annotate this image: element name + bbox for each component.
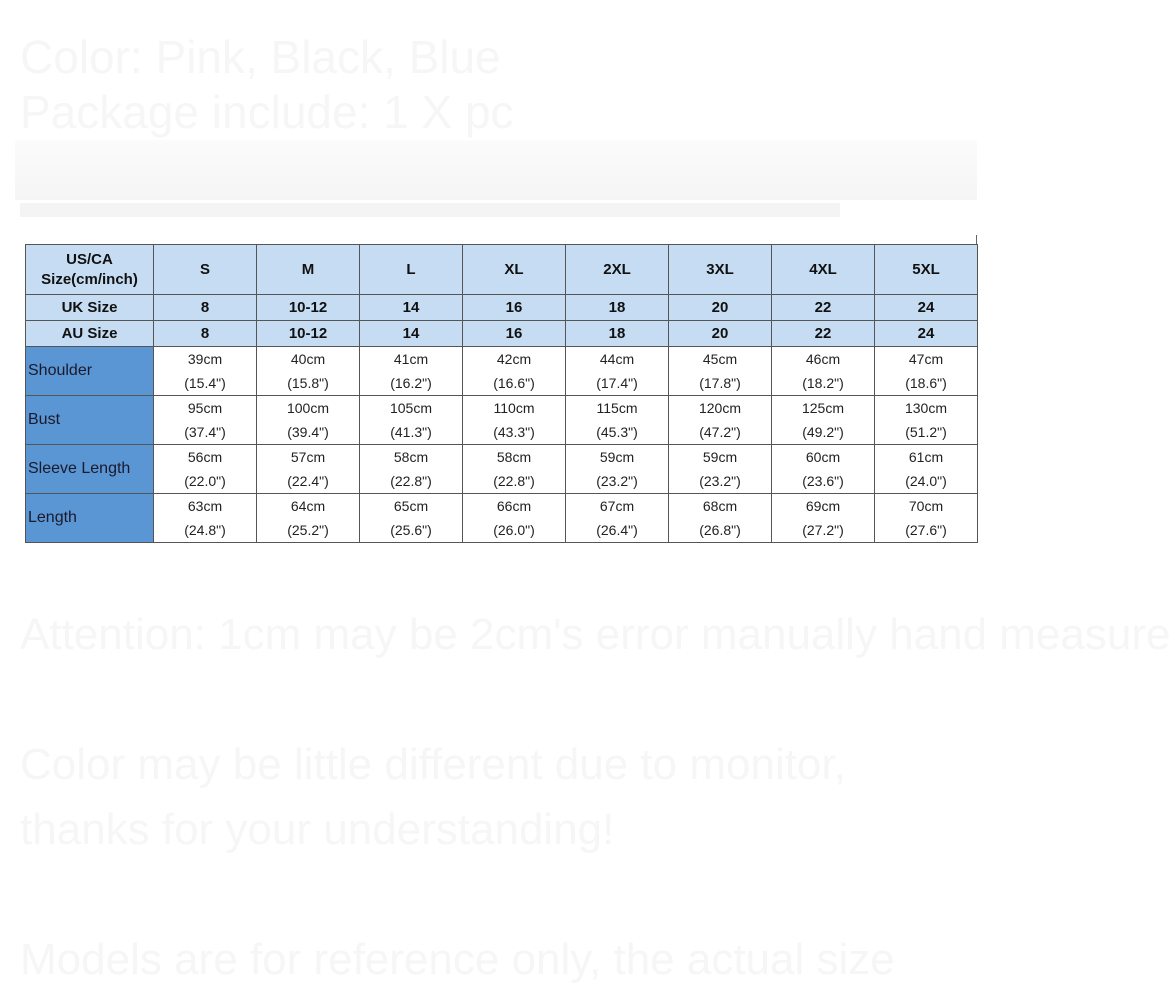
header-row (26, 245, 978, 295)
inch-value: (24.8") (184, 522, 226, 538)
inch-value: (16.2") (390, 375, 432, 391)
cm-value: 100cm (286, 400, 330, 416)
ghost-line-package: Package include: 1 X pc (20, 86, 514, 138)
measurement-cell (875, 445, 978, 494)
cm-value: 63cm (187, 498, 223, 514)
inch-value: (47.2") (699, 424, 741, 440)
inch-value: (23.6") (802, 473, 844, 489)
inch-value: (18.6") (905, 375, 947, 391)
measurement-cell (566, 347, 669, 396)
measurement-cell (360, 396, 463, 445)
inch-value: (27.2") (802, 522, 844, 538)
measurement-label: Bust (26, 396, 154, 445)
cm-value: 120cm (698, 400, 742, 416)
measurement-label: Length (26, 494, 154, 543)
measurement-cell (669, 494, 772, 543)
size-header-s: S (154, 245, 257, 295)
cm-value: 41cm (393, 351, 429, 367)
measurement-cell (154, 445, 257, 494)
measurement-row (26, 445, 978, 494)
uk-size-value: 22 (772, 295, 875, 321)
inch-value: (26.0") (493, 522, 535, 538)
uk-size-value: 20 (669, 295, 772, 321)
measurement-cell (772, 396, 875, 445)
cm-value: 45cm (702, 351, 738, 367)
measurement-cell (875, 494, 978, 543)
au-size-value: 10-12 (257, 321, 360, 347)
uk-size-row (26, 295, 978, 321)
cm-value: 64cm (290, 498, 326, 514)
measurement-cell (154, 396, 257, 445)
ghost-line-color: Color: Pink, Black, Blue (20, 31, 501, 83)
cm-value: 110cm (493, 400, 535, 416)
measurement-cell (772, 494, 875, 543)
size-header-5xl: 5XL (875, 245, 978, 295)
cm-value: 57cm (290, 449, 326, 465)
au-size-value: 8 (154, 321, 257, 347)
measurement-cell (772, 445, 875, 494)
cm-value: 115cm (596, 400, 638, 416)
measurement-cell (154, 494, 257, 543)
inch-value: (23.2") (699, 473, 741, 489)
inch-value: (39.4") (287, 424, 329, 440)
uk-size-value: 24 (875, 295, 978, 321)
cm-value: 65cm (393, 498, 429, 514)
inch-value: (15.8") (287, 375, 329, 391)
cm-value: 61cm (908, 449, 944, 465)
size-header-l: L (360, 245, 463, 295)
inch-value: (24.0") (905, 473, 947, 489)
ghost-line-thanks: thanks for your understanding! (20, 805, 615, 854)
size-header-2xl: 2XL (566, 245, 669, 295)
measurement-cell (257, 445, 360, 494)
measurement-cell (566, 494, 669, 543)
au-size-value: 16 (463, 321, 566, 347)
cm-value: 59cm (599, 449, 635, 465)
inch-value: (16.6") (493, 375, 535, 391)
measurement-cell (566, 445, 669, 494)
uk-size-label: UK Size (26, 295, 154, 321)
inch-value: (27.6") (905, 522, 947, 538)
au-size-value: 14 (360, 321, 463, 347)
inch-value: (17.4") (596, 375, 638, 391)
measurement-cell (669, 347, 772, 396)
measurement-cell (463, 494, 566, 543)
inch-value: (41.3") (390, 424, 432, 440)
au-size-value: 18 (566, 321, 669, 347)
measurement-cell (360, 347, 463, 396)
cm-value: 59cm (702, 449, 738, 465)
measurement-cell (257, 347, 360, 396)
cm-value: 40cm (290, 351, 326, 367)
inch-value: (49.2") (802, 424, 844, 440)
cm-value: 42cm (496, 351, 532, 367)
cm-value: 46cm (805, 351, 841, 367)
measurement-cell (875, 347, 978, 396)
inch-value: (22.8") (390, 473, 432, 489)
cm-value: 95cm (187, 400, 223, 416)
measurement-row (26, 396, 978, 445)
measurement-cell (154, 347, 257, 396)
ghost-banner (15, 140, 977, 200)
uk-size-value: 14 (360, 295, 463, 321)
inch-value: (25.2") (287, 522, 329, 538)
au-size-label: AU Size (26, 321, 154, 347)
inch-value: (17.8") (699, 375, 741, 391)
measurement-cell (669, 445, 772, 494)
measurement-label: Sleeve Length (26, 445, 154, 494)
cm-value: 67cm (599, 498, 635, 514)
cm-value: 70cm (908, 498, 944, 514)
inch-value: (22.0") (184, 473, 226, 489)
size-header-4xl: 4XL (772, 245, 875, 295)
size-header-m: M (257, 245, 360, 295)
inch-value: (26.4") (596, 522, 638, 538)
ghost-stripe (20, 203, 840, 217)
inch-value: (43.3") (493, 424, 535, 440)
ghost-line-color-note: Color may be little different due to monitor, (20, 740, 846, 789)
inch-value: (22.4") (287, 473, 329, 489)
measurement-row (26, 347, 978, 396)
size-header-xl: XL (463, 245, 566, 295)
cm-value: 69cm (805, 498, 841, 514)
measurement-cell (360, 445, 463, 494)
inch-value: (22.8") (493, 473, 535, 489)
measurement-cell (360, 494, 463, 543)
au-size-value: 24 (875, 321, 978, 347)
size-header-3xl: 3XL (669, 245, 772, 295)
cm-value: 39cm (187, 351, 223, 367)
cm-value: 68cm (702, 498, 738, 514)
measurement-cell (257, 396, 360, 445)
cm-value: 66cm (496, 498, 532, 514)
measurement-cell (257, 494, 360, 543)
measurement-label: Shoulder (26, 347, 154, 396)
measurement-cell (772, 347, 875, 396)
inch-value: (23.2") (596, 473, 638, 489)
uk-size-value: 8 (154, 295, 257, 321)
ghost-line-attention: Attention: 1cm may be 2cm's error manually hand measure (20, 610, 1170, 659)
inch-value: (26.8") (699, 522, 741, 538)
measurement-cell (875, 396, 978, 445)
measurement-row (26, 494, 978, 543)
au-size-value: 22 (772, 321, 875, 347)
uk-size-value: 10-12 (257, 295, 360, 321)
cm-value: 105cm (389, 400, 433, 416)
uk-size-value: 18 (566, 295, 669, 321)
inch-value: (51.2") (905, 424, 947, 440)
measurement-cell (463, 445, 566, 494)
au-size-value: 20 (669, 321, 772, 347)
inch-value: (25.6") (390, 522, 432, 538)
inch-value: (45.3") (596, 424, 638, 440)
inch-value: (18.2") (802, 375, 844, 391)
header-label: US/CA Size(cm/inch) (26, 245, 154, 295)
cm-value: 130cm (904, 400, 948, 416)
measurement-cell (463, 396, 566, 445)
inch-value: (37.4") (184, 424, 226, 440)
measurement-cell (566, 396, 669, 445)
cm-value: 58cm (393, 449, 429, 465)
cm-value: 44cm (599, 351, 635, 367)
uk-size-value: 16 (463, 295, 566, 321)
measurement-cell (463, 347, 566, 396)
cm-value: 60cm (805, 449, 841, 465)
measurement-cell (669, 396, 772, 445)
size-chart-table (25, 244, 978, 543)
cm-value: 56cm (187, 449, 223, 465)
cm-value: 58cm (496, 449, 532, 465)
ghost-line-models: Models are for reference only, the actual size (20, 935, 895, 984)
cm-value: 47cm (908, 351, 944, 367)
cm-value: 125cm (801, 400, 845, 416)
au-size-row (26, 321, 978, 347)
inch-value: (15.4") (184, 375, 226, 391)
